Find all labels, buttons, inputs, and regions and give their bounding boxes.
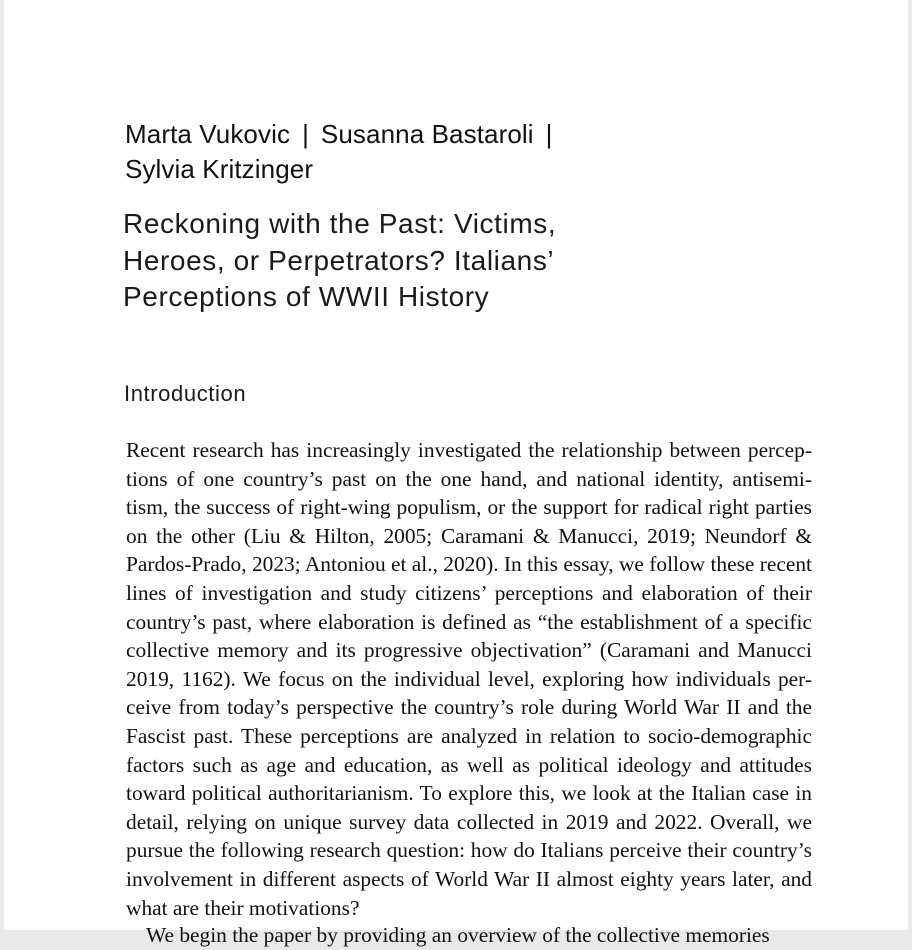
author-separator: | xyxy=(302,119,309,149)
title-line: Reckoning with the Past: Victims, xyxy=(123,208,557,239)
paper-title xyxy=(123,206,643,316)
author-line-2 xyxy=(125,152,685,187)
author-name: Susanna Bastaroli xyxy=(320,119,534,149)
section-heading: Introduction xyxy=(124,381,247,406)
paragraph-line: toward political authoritarianism. To explore this, we look at the Italian case in xyxy=(126,781,812,806)
paragraph-line: lines of investigation and study citizens’ perceptions and elaboration of their xyxy=(126,580,812,605)
paragraph-line: factors such as age and education, as well as political ideology and attitudes xyxy=(126,752,812,777)
author-name: Sylvia Kritzinger xyxy=(125,154,314,184)
body-paragraph-partial: We begin the paper by providing an overview of the collective memories xyxy=(146,923,770,947)
body-paragraph xyxy=(126,436,812,922)
document-page xyxy=(4,0,908,947)
paragraph-line: country’s past, where elaboration is defined as “the establishment of a specific xyxy=(126,609,812,634)
author-separator: | xyxy=(545,119,553,149)
paragraph-line: Recent research has increasingly investigated the relationship between percep- xyxy=(126,438,812,462)
title-line: Heroes, or Perpetrators? Italians’ xyxy=(123,244,555,276)
paragraph-line: what are their motivations? xyxy=(126,895,360,920)
paragraph-line: tions of one country’s past on the one hand, and national identity, antisemi- xyxy=(126,466,812,491)
title-line: Perceptions of WWII History xyxy=(123,281,490,312)
author-list xyxy=(125,117,685,187)
paragraph-line: involvement in different aspects of World War II almost eighty years later, and xyxy=(126,866,812,891)
paragraph-line: ceive from today’s perspective the country’s role during World War II and the xyxy=(126,695,812,720)
paragraph-line: on the other (Liu & Hilton, 2005; Caramani & Manucci, 2019; Neundorf & xyxy=(126,523,812,548)
paragraph-line: collective memory and its progressive objectivation” (Caramani and Manucci xyxy=(126,638,812,663)
paragraph-line: pursue the following research question: how do Italians perceive their country’s xyxy=(126,838,812,863)
author-name: Marta Vukovic xyxy=(125,119,291,149)
paragraph-line: tism, the success of right-wing populism, or the support for radical right parties xyxy=(126,495,812,520)
paragraph-line: detail, relying on unique survey data collected in 2019 and 2022. Overall, we xyxy=(126,809,812,834)
author-line-1 xyxy=(125,117,685,152)
paragraph-line: Pardos-Prado, 2023; Antoniou et al., 2020). In this essay, we follow these recent xyxy=(126,552,812,577)
paragraph-line: 2019, 1162). We focus on the individual level, exploring how individuals per- xyxy=(126,666,812,691)
paragraph-line: Fascist past. These perceptions are analyzed in relation to socio-demographic xyxy=(126,723,812,748)
